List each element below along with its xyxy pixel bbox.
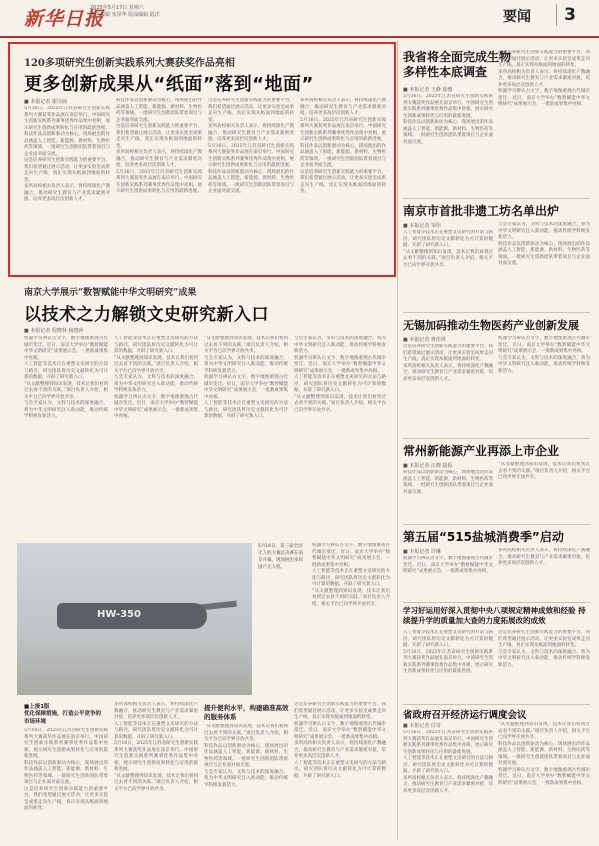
lead-byline: ■ 本报记者 谢诗涵 xyxy=(24,99,67,105)
bottom-column-2: 多所高校相关负责人表示，将持续深化产教融合，推动研究生教育与产业需求紧密对接，培养更多高层次创新人才。 人工智能等技术正在重塑文史研究的方法与路径，研究团队将历史文献转化为可计算的数据，开辟了研究新入口。 5月16日，2025年江苏省研究生创新实践系列大赛获奖作品展在南京举行。中国研究生创新实践系列赛事优秀作品集中亮相，展示研究生创新成果转化与应用的最新进展。 “从文献整理到知识发现，技术让我们看到过去看不到的关联。”项目负责人介绍，相关平台已向学界开放共享。 xyxy=(114,702,198,792)
right-story-6-col-2: 这是培养研究生创新实践能力的重要平台。我们希望通过展示活动，让更多实验室成果走向生产线，真正实现从纸面到地面的转变。 与会专家认为，文科与技术的深度融合，将为中华文明研究注入新动能，推动传统学科焕发新活力。 xyxy=(498,630,590,668)
issue-meta xyxy=(90,5,160,19)
right-story-4-col-1: 科技作品以创新驱动为核心，现场展出的作品涵盖人工智能、新能源、新材料、生物医药等领域。一批研究生创新团队带着项目与企业面对面交流。 xyxy=(403,470,493,495)
continued-title: 优化保障措施，打造公平竞争的市场环境 xyxy=(24,711,102,725)
right-story-5-byline: ■ 本报记者 许琳 xyxy=(403,549,441,555)
right-story-4-byline: ■ 本报记者 汪晓 陆振 xyxy=(403,463,453,469)
right-story-7-col-2: “从文献整理到知识发现，技术让我们看到过去看不到的关联。”项目负责人介绍，相关平台已向学界开放共享。 科技作品以创新驱动为核心，现场展出的作品涵盖人工智能、新能源、新材料、生物医药等领域。一批研究生创新团队带着项目与企业面对面交流。 机器学习辨认古文字，数字地图重现古代城市变迁。近日，南京大学举办“数智赋能中华文明研究”成果展示会，一批新成果集中亮相。 xyxy=(498,722,590,786)
lead-headline: 更多创新成果从“纸面”落到“地面” xyxy=(24,74,314,95)
right-story-4-title: 常州新能源产业再添上市企业 xyxy=(403,444,560,458)
bottom-column-1: 5月16日，2025年江苏省研究生创新实践系列大赛获奖作品展在南京举行。中国研究生创新实践系列赛事优秀作品集中亮相，展示研究生创新成果转化与应用的最新进展。 科技作品以创新驱动为核心，现场展出的作品涵盖人工智能、新能源、新材料、生物医药等领域。一批研究生创新团队带着项目与企业面对面交流。 这是培养研究生创新实践能力的重要平台。我们希望通过展示活动，让更多实验室成果走向生产线，真正实现从纸面到地面的转变。 xyxy=(24,728,108,811)
second-column-2: 人工智能等技术正在重塑文史研究的方法与路径，研究团队将历史文献转化为可计算的数据，开辟了研究新入口。 “从文献整理到知识发现，技术让我们看到过去看不到的关联。”项目负责人介绍，相关平台已向学界开放共享。 与会专家认为，文科与技术的深度融合，将为中华文明研究注入新动能，推动传统学科焕发新活力。 机器学习辨认古文字，数字地图重现古代城市变迁。近日，南京大学举办“数智赋能中华文明研究”成果展示会，一批新成果集中亮相。 xyxy=(114,336,198,419)
right-divider-3 xyxy=(403,438,590,439)
right-divider-1 xyxy=(403,198,590,199)
right-story-3-byline: ■ 本报记者 黄佳琪 xyxy=(403,337,446,343)
right-story-5-col-2: 多所高校相关负责人表示，将持续深化产教融合，推动研究生教育与产业需求紧密对接，培养更多高层次创新人才。 xyxy=(498,548,590,566)
lead-column-4: 多所高校相关负责人表示，将持续深化产教融合，推动研究生教育与产业需求紧密对接，培养更多高层次创新人才。 5月16日，2025年江苏省研究生创新实践系列大赛获奖作品展在南京举行。中国研究生创新实践系列赛事优秀作品集中亮相，展示研究生创新成果转化与应用的最新进展。 科技作品以创新驱动为核心，现场展出的作品涵盖人工智能、新能源、新材料、生物医药等领域。一批研究生创新团队带着项目与企业面对面交流。 这是培养研究生创新实践能力的重要平台。我们希望通过展示活动，让更多实验室成果走向生产线，真正实现从纸面到地面的转变。 xyxy=(300,98,386,194)
second-column-4: 与会专家认为，文科与技术的深度融合，将为中华文明研究注入新动能，推动传统学科焕发新活力。 机器学习辨认古文字，数字地图重现古代城市变迁。近日，南京大学举办“数智赋能中华文明研究”成果展示会，一批新成果集中亮相。 人工智能等技术正在重塑文史研究的方法与路径，研究团队将历史文献转化为可计算的数据，开辟了研究新入口。 “从文献整理到知识发现，技术让我们看到过去看不到的关联。”项目负责人介绍，相关平台已向学界开放共享。 xyxy=(294,336,386,413)
right-story-7-title: 省政府召开经济运行调度会议 xyxy=(403,710,527,721)
right-story-3-col-1: 这是培养研究生创新实践能力的重要平台。我们希望通过展示活动，让更多实验室成果走向生产线，真正实现从纸面到地面的转变。 多所高校相关负责人表示，将持续深化产教融合，推动研究生教育与产业需求紧密对接，培养更多高层次创新人才。 xyxy=(403,344,493,382)
second-kicker: 南京大学展示“数智赋能中华文明研究”成果 xyxy=(24,288,197,298)
drone-photo xyxy=(17,543,252,695)
second-headline: 以技术之力解锁文史研究新入口 xyxy=(24,305,269,325)
right-story-4-col-2: “从文献整理到知识发现，技术让我们看到过去看不到的关联。”项目负责人介绍，相关平台已向学界开放共享。 xyxy=(498,462,590,480)
lead-column-2: 科技作品以创新驱动为核心，现场展出的作品涵盖人工智能、新能源、新材料、生物医药等领域。一批研究生创新团队带着项目与企业面对面交流。 这是培养研究生创新实践能力的重要平台。我们希望通过展示活动，让更多实验室成果走向生产线，真正实现从纸面到地面的转变。 多所高校相关负责人表示，将持续深化产教融合，推动研究生教育与产业需求紧密对接，培养更多高层次创新人才。 5月16日，2025年江苏省研究生创新实践系列大赛获奖作品展在南京举行。中国研究生创新实践系列赛事优秀作品集中亮相，展示研究生创新成果转化与应用的最新进展。 xyxy=(116,98,202,194)
right-divider-4 xyxy=(403,524,590,525)
right-story-2-col-1: 人工智能等技术正在重塑文史研究的方法与路径，研究团队将历史文献转化为可计算的数据，开辟了研究新入口。 “从文献整理到知识发现，技术让我们看到过去看不到的关联。”项目负责人介绍，相关平台已向学界开放共享。 xyxy=(403,230,493,268)
right-story-1-byline: ■ 本报记者 王静 徐雅 xyxy=(403,87,453,93)
right-story-6-col-1: 人工智能等技术正在重塑文史研究的方法与路径，研究团队将历史文献转化为可计算的数据，开辟了研究新入口。 5月16日，2025年江苏省研究生创新实践系列大赛获奖作品展在南京举行。中国研究生创新实践系列赛事优秀作品集中亮相，展示研究生创新成果转化与应用的最新进展。 xyxy=(403,630,493,674)
right-story-3-title: 无锡加码推动生物医药产业创新发展 xyxy=(403,319,579,332)
drone-label: HW-350 xyxy=(97,609,141,620)
right-story-5-title: 第五届“515盐城消费季”启动 xyxy=(403,530,564,544)
bottom-subtitle: 提升便利水平，构建确准高效的服务体系 xyxy=(204,704,289,721)
right-story-3-col-2: 机器学习辨认古文字，数字地图重现古代城市变迁。近日，南京大学举办“数智赋能中华文明研究”成果展示会，一批新成果集中亮相。 与会专家认为，文科与技术的深度融合，将为中华文明研究注入新动能，推动传统学科焕发新活力。 xyxy=(498,336,590,374)
right-story-1-col-2: 这是培养研究生创新实践能力的重要平台。我们希望通过展示活动，让更多实验室成果走向生产线，真正实现从纸面到地面的转变。 多所高校相关负责人表示，将持续深化产教融合，推动研究生教育与产业需求紧密对接，培养更多高层次创新人才。 机器学习辨认古文字，数字地图重现古代城市变迁。近日，南京大学举办“数智赋能中华文明研究”成果展示会，一批新成果集中亮相。 xyxy=(498,50,590,107)
lead-column-3: 这是培养研究生创新实践能力的重要平台。我们希望通过展示活动，让更多实验室成果走向生产线，真正实现从纸面到地面的转变。 多所高校相关负责人表示，将持续深化产教融合，推动研究生教育与产业需求紧密对接，培养更多高层次创新人才。 5月16日，2025年江苏省研究生创新实践系列大赛获奖作品展在南京举行。中国研究生创新实践系列赛事优秀作品集中亮相，展示研究生创新成果转化与应用的最新进展。 科技作品以创新驱动为核心，现场展出的作品涵盖人工智能、新能源、新材料、生物医药等领域。一批研究生创新团队带着项目与企业面对面交流。 xyxy=(208,98,294,194)
right-story-2-title: 南京市首批非遗工坊名单出炉 xyxy=(403,204,560,218)
right-story-6-title: 学习好运用好深入贯彻中央八项规定精神成效和经验 持续提升学的质量加大查的力度拓展改的成效 xyxy=(403,606,586,625)
right-story-5-col-1: 机器学习辨认古文字，数字地图重现古代城市变迁。近日，南京大学举办“数智赋能中华文明研究”成果展示会，一批新成果集中亮相。 xyxy=(403,556,493,574)
newspaper-logo: 新华日报 xyxy=(24,8,105,30)
right-story-7-byline: ■ 本报记者 付奇 xyxy=(403,723,441,729)
lead-column-1: 5月16日，2025年江苏省研究生创新实践系列大赛获奖作品展在南京举行。中国研究生创新实践系列赛事优秀作品集中亮相，展示研究生创新成果转化与应用的最新进展。 科技作品以创新驱动为核心，现场展出的作品涵盖人工智能、新能源、新材料、生物医药等领域。一批研究生创新团队带着项目与企业面对面交流。 这是培养研究生创新实践能力的重要平台。我们希望通过展示活动，让更多实验室成果走向生产线，真正实现从纸面到地面的转变。 多所高校相关负责人表示，将持续深化产教融合，推动研究生教育与产业需求紧密对接，培养更多高层次创新人才。 xyxy=(24,106,110,202)
right-story-1-col-1: 5月16日，2025年江苏省研究生创新实践系列大赛获奖作品展在南京举行。中国研究生创新实践系列赛事优秀作品集中亮相，展示研究生创新成果转化与应用的最新进展。 科技作品以创新驱动为核心，现场展出的作品涵盖人工智能、新能源、新材料、生物医药等领域。一批研究生创新团队带着项目与企业面对面交流。 xyxy=(403,94,493,145)
second-column-5: 机器学习辨认古文字，数字地图重现古代城市变迁。近日，南京大学举办“数智赋能中华文明研究”成果展示会，一批新成果集中亮相。 人工智能等技术正在重塑文史研究的方法与路径，研究团队将历史文献转化为可计算的数据，开辟了研究新入口。 “从文献整理到知识发现，技术让我们看到过去看不到的关联。”项目负责人介绍，相关平台已向学界开放共享。 xyxy=(312,543,390,607)
right-divider-2 xyxy=(403,312,590,313)
bottom-column-4: 这是培养研究生创新实践能力的重要平台。我们希望通过展示活动，让更多实验室成果走向生产线，真正实现从纸面到地面的转变。 机器学习辨认古文字，数字地图重现古代城市变迁。近日，南京大学举办“数智赋能中华文明研究”成果展示会，一批新成果集中亮相。 多所高校相关负责人表示，将持续深化产教融合，推动研究生教育与产业需求紧密对接，培养更多高层次创新人才。 人工智能等技术正在重塑文史研究的方法与路径，研究团队将历史文献转化为可计算的数据，开辟了研究新入口。 xyxy=(294,702,386,779)
second-byline: ■ 本报记者 程晓林 杨晓萍 xyxy=(24,328,84,334)
right-divider-6 xyxy=(403,704,590,705)
editor-line: 责任编辑 朱泽华 版面编辑 陆洋 xyxy=(90,12,160,18)
right-story-2-byline: ■ 本报记者 邹伟 xyxy=(403,223,441,229)
right-story-2-col-2: 与会专家认为，文科与技术的深度融合，将为中华文明研究注入新动能，推动传统学科焕发新活力。 科技作品以创新驱动为核心，现场展出的作品涵盖人工智能、新能源、新材料、生物医药等领域。一批研究生创新团队带着项目与企业面对面交流。 xyxy=(498,222,590,266)
right-story-7-col-1: 5月16日，2025年江苏省研究生创新实践系列大赛获奖作品展在南京举行。中国研究生创新实践系列赛事优秀作品集中亮相，展示研究生创新成果转化与应用的最新进展。 人工智能等技术正在重塑文史研究的方法与路径，研究团队将历史文献转化为可计算的数据，开辟了研究新入口。 多所高校相关负责人表示，将持续深化产教融合，推动研究生教育与产业需求紧密对接，培养更多高层次创新人才。 xyxy=(403,730,493,794)
photo-caption: 5月16日，第三届全国无人机大赛总决赛在南京开幕，现场展出多款国产无人机。 xyxy=(258,544,303,570)
right-divider-5 xyxy=(403,602,590,603)
continued-marker: ■上接1版 xyxy=(24,704,50,710)
right-story-1-title: 我省将全面完成生物多样性本底调查 xyxy=(403,50,512,79)
bottom-column-3: “从文献整理到知识发现，技术让我们看到过去看不到的关联。”项目负责人介绍，相关平台已向学界开放共享。 科技作品以创新驱动为核心，现场展出的作品涵盖人工智能、新能源、新材料、生物医药等领域。一批研究生创新团队带着项目与企业面对面交流。 与会专家认为，文科与技术的深度融合，将为中华文明研究注入新动能，推动传统学科焕发新活力。 xyxy=(204,724,288,788)
page-number: 3 xyxy=(556,4,583,26)
column-divider xyxy=(397,40,398,840)
second-column-1: 机器学习辨认古文字，数字地图重现古代城市变迁。近日，南京大学举办“数智赋能中华文明研究”成果展示会，一批新成果集中亮相。 人工智能等技术正在重塑文史研究的方法与路径，研究团队将历史文献转化为可计算的数据，开辟了研究新入口。 “从文献整理到知识发现，技术让我们看到过去看不到的关联。”项目负责人介绍，相关平台已向学界开放共享。 与会专家认为，文科与技术的深度融合，将为中华文明研究注入新动能，推动传统学科焕发新活力。 xyxy=(24,336,108,419)
second-column-3: “从文献整理到知识发现，技术让我们看到过去看不到的关联。”项目负责人介绍，相关平台已向学界开放共享。 与会专家认为，文科与技术的深度融合，将为中华文明研究注入新动能，推动传统学科焕发新活力。 机器学习辨认古文字，数字地图重现古代城市变迁。近日，南京大学举办“数智赋能中华文明研究”成果展示会，一批新成果集中亮相。 人工智能等技术正在重塑文史研究的方法与路径，研究团队将历史文献转化为可计算的数据，开辟了研究新入口。 xyxy=(204,336,288,419)
section-title: 要闻 xyxy=(503,9,531,25)
lead-kicker: 120多项研究生创新实践系列大赛获奖作品亮相 xyxy=(24,58,235,69)
issue-date: 2025年5月17日 星期六 xyxy=(90,5,144,11)
